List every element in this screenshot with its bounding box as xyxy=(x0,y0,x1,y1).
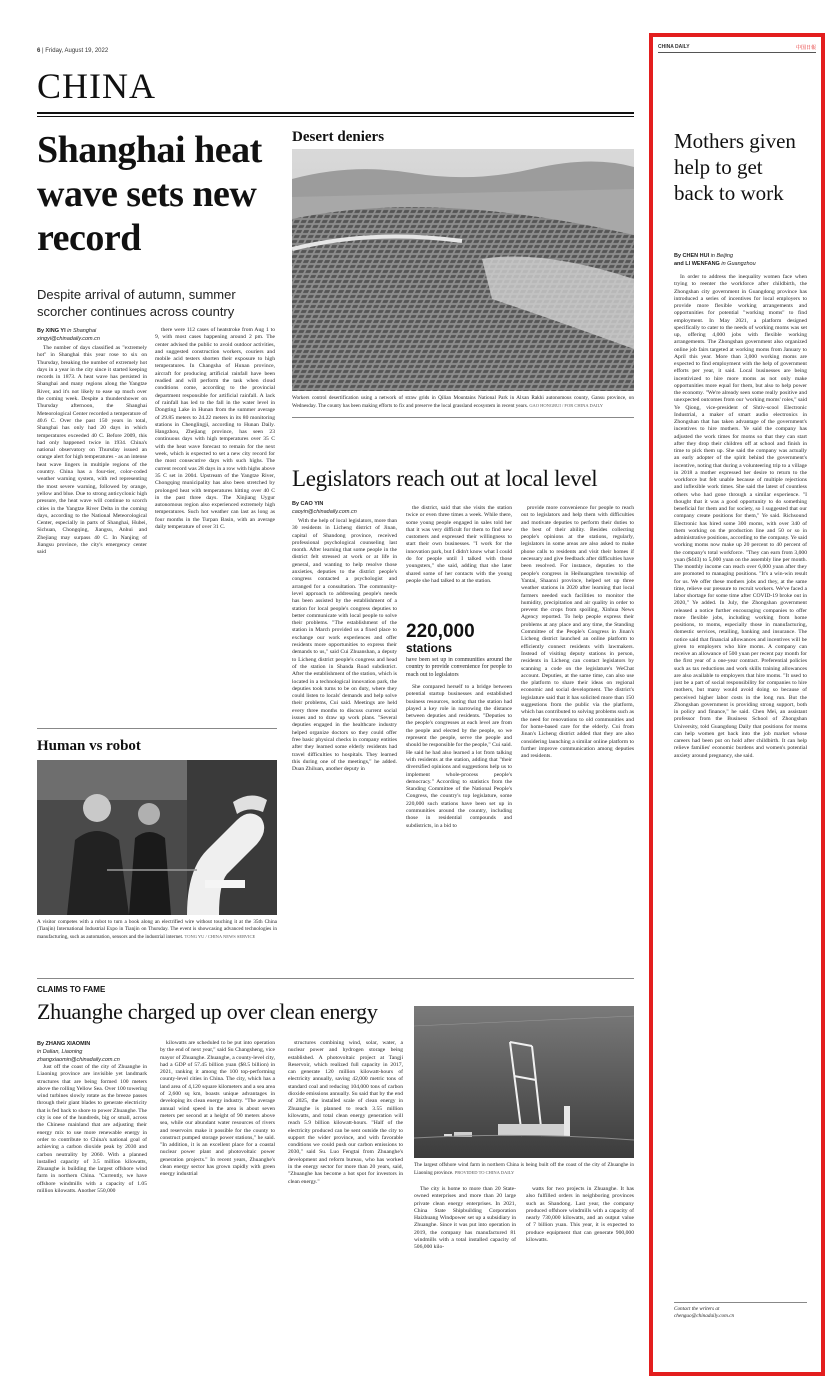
page-header xyxy=(37,48,108,54)
clean-energy-column-4 xyxy=(414,1186,516,1364)
stat-number: 220,000 xyxy=(406,621,475,642)
paper-name: CHINA DAILY xyxy=(658,44,690,50)
paragraph: The number of days classified as "extremely hot" in Shanghai this year rose to six on Thursday, breaking the number of extremely hot days in a year in the city since it started keeping records in 1873. A heat wave has persisted in Shanghai and many regions along the Yangtze River, and it's not likely to ease up much over the coming week. Despite a thundershower on Thursday afternoon, the Shanghai Meteorological Center recorded a temperature of 40.6 C. Over the past 150 years in total, Shanghai has only had 20 days in which temperatures exceeded 40 C. Before 2009, this had only happened twice in 1934. China's national observatory on Thursday issued an orange alert for high temperatures - as an intense heat wave lingers in multiple regions of the country. China has a four-tier, color-coded weather warning system, with red representing the most severe warning, followed by orange, yellow and blue. Due to strong anticyclonic high pressure, the heat wave will continue to scorch cities in the Yangtze River Delta in the coming days, according to the National Meteorological Center, especially in parts of Shanghai, Hubei, Sichuan, Chongqing, Jiangsu, Anhui and Zhejiang may surpass 40 C. In Nanjing of Jiangsu province, the city's emergency center said xyxy=(37,345,147,556)
divider xyxy=(37,978,634,979)
legislators-column-2b xyxy=(406,684,512,970)
heatwave-deck: Despite arrival of autumn, summer scorcher continues across country xyxy=(37,287,236,319)
paper-name-chinese: 中国日報 xyxy=(795,45,816,51)
section-rule xyxy=(37,112,634,114)
paragraph: She compared herself to a bridge between potential startup businesses and established business resources, noting that the station had played a key role in narrowing the distance between deputies and residents. "Deputies to the people's congresses at each level are from the people and elected by the people, so we represent the people, serve the people and should be responsible for the people," Cui said. He said he had also learned a lot from talking with residents at the station, adding that "their diversified opinions and suggestions help us to implement whole-process people's democracy." According to statistics from the Standing Committee of the National People's Congress, the country's top legislature, some 220,000 such stations have been set up in communities around the country, including those in residential compounds and subdistricts, in a bid to xyxy=(406,684,512,829)
paragraph: With the help of local legislators, more than 30 residents in Licheng district of Jinan, capital of Shandong province, received professional psychological counseling last month. After learning that some people in the district felt stressed at work or at life in general, and wanting to help resolve those anxieties, deputies to the district people's congress contacted a psychologist and arranged for a consultation. The community-level approach to addressing people's needs has been assisted by the establishment of a station for local people's congress deputies to better communicate with local people to solve their problems. "The establishment of the station in March provided us a fixed place to exchange our work experiences and offer residents more opportunities to express their demands to us," said Cui Zhuanshan, a deputy to Licheng district people's congress and head of the station in Shanda Road subdistrict. After the establishment of the station, which is located in a technological innovation park, the deputies took turns to be on duty, where they could listen to locals' demands and help solve their problems, Cui said. Meetings are held every three months to discuss current social issues and to draw up work plans. "Several deputies engaged in the healthcare industry helped organize doctors so they could offer free basic physical checks in company entities after they learned some elderly residents had travel difficulties to hospitals. They learned this during one of the meetings," he added. Duan Zhiluan, another deputy in xyxy=(292,518,397,773)
page-date: Friday, August 19, 2022 xyxy=(45,48,109,54)
heatwave-column-2 xyxy=(155,327,275,720)
byline-name: By XING YI xyxy=(37,328,66,334)
photo-credit: PROVIDED TO CHINA DAILY xyxy=(454,1170,515,1175)
paragraph: provide more convenience for people to reach out to legislators and help them with difficulties and motivate deputies to perform their duties to the best of their ability. Besides collecting people's opinions at the stations, regularly, legislators in some areas are also asked to make phone calls to residents and visit their homes if necessary and give feedback after difficulties have been resolved. For instance, deputies to the people's congress in Heihuangzhen township of Yantai, Shaanxi province, helped set up three weather stations in 2020 after learning that local farmers needed such facilities to monitor the humidity, precipitation and air quality in order to prevent the crops from spoiling, Xinhua News Agency reported. To help people express their problems at any place and any time, the Standing Committee of the People's Congress in Jinan's Licheng district launched an online platform to efficiently connect residents with lawmakers. Instead of visiting deputy stations in person, residents in Licheng can contact legislators by scanning a code on the legislature's WeChat account. Deputies, at the same time, can also use the platform to share their ideas on regional economic and social development. The district's legislature said that it has solicited more than 150 suggestions from the public via the platform, which has contributed to solving problems such as the need for renovations to old communities and for home-based care for the elderly. Cui from Jinan's Licheng district added that they are also considering launching a similar online platform to further improve communication among deputies and residents. xyxy=(521,505,634,760)
paragraph: In order to address the inequality women face when trying to reenter the workforce after childbirth, the Zhongshan city government in Guangdong province has introduced a series of incentives for local employers to provide more flexible working arrangements and opportunities for potential "working moms" to find employment. In May 2021, a platform designed specifically to cater to the needs of working moms was set up, offering 4,000 jobs with flexible working arrangements. The Zhongshan government also organized online job fairs targeted at working moms from January to April this year. More than 3,000 working moms are expected to find employment with the help of government efforts per year, it said. Local businesses are being incentivized to hire more moms as not only make opportunities more equal for them, but also to help power the economy. "We're already seen some really positive and unexpected outcomes from our 'working moms' roles," said Ye Qiong, vice-president of Shtiv-scool Electronic Industrial, a maker of smart audio electronics in Zhongshan that has taken advantage of the government's incentives to hire mothers. Ye said the company has adjusted the work times for moms so that they can start after they drop their children off at school and finish in time to pick them up. She said the company was actually an early adopter of the spirit behind the government's incentive, noting that during a volunteering trip to a village in 2018 a mother expressed her desire to return to the workforce but felt unable because of multiple rejections and inflexible work times. She said the latest of countless others who had gone through a similar experience. "I thought that it was a good opportunity to do something beneficial for them and for society, so I suggested that our company create positions for them," Ye said. Richsound Electronic has hired some 300 moms, with over 340 of them working on the production line and 50 or so in administrative positions, according to the company. Ye said working moms now make up 20 percent to 40 percent of the company's total workforce. "They can earn from 3,000 yuan ($443) to 5,000 yuan on the assembly line per month. The monthly income can reach over 6,000 yuan after they are promoted to managing positions. "It's a win-win result for us. We offer these mothers jobs and they, at the same time, relieve our pressure to recruit workers. We've faced a labor shortage for some time after COVID-19 broke out in 2020," Ye added. In July, the Zhongshan government released a notice further encouraging companies to offer more flexible jobs, including working from home positions, to moms, especially those in manufacturing, domestic services, retailing, banking and insurance. The notice said that financial allowances and incentives will be given to employers who hire moms. A company can receive an allowance of 500 yuan per recent pay month for the first year of a one-year contract. Preferential policies such as tax reductions and work skills training allowances are also available to employers that hire moms. "It used to just be a part of social responsibility for companies to hire mothers, but many would avoid doing so because of perceived higher labor costs in the long run. But the Zhongshan government is providing strong support, both in policy and finance," he said. Chen Mei, an assistant professor from the Business School of Zhongshan University, told Guangdong Daily that positions for moms can help women get back into the job market whose careers had been put on hold after childbirth. It can help relieve families' economic burdens and women's potential anxiety around pregnancy, she said. xyxy=(674,274,807,759)
clean-energy-column-3 xyxy=(288,1040,403,1364)
stat-callout xyxy=(406,622,512,679)
sidebar-rule xyxy=(658,52,816,53)
divider xyxy=(674,1302,807,1303)
photo-credit: TONG YU / CHINA NEWS SERVICE xyxy=(184,934,256,939)
byline-location-2: in Guangzhou xyxy=(721,261,756,267)
byline-location: in Dalian, Liaoning xyxy=(37,1049,83,1055)
byline-location-1: in Beijing xyxy=(710,253,734,259)
desert-grid-image xyxy=(292,149,634,391)
contact-block xyxy=(674,1306,807,1320)
paragraph: kilowatts are scheduled to be put into operation by the end of next year," said Su Changsheng, vice mayor of Zhuanghe. Zhuanghe, a county-level city, had a GDP of 57.45 billion yuan ($8.5 billion) in 2021, ranking it among the 100 top-performing county-level cities in China. The city, which has a land area of 4,120 square kilometers and a sea area of 2,600 sq km, boasts unique advantages in developing its clean energy industry. "The average annual wind speed in the area is about seven meters per second at a height of 90 meters above sea, while our abundant water resources of rivers and reservoirs make it possible for the county to construct pumped storage power stations," he said. "In addition, it is an excellent place for a coastal nuclear power plant and photovoltaic power generation projects." In recent years, Zhuanghe's clean energy sector has grown rapidly with green energy industrial xyxy=(160,1040,275,1178)
robot-image xyxy=(37,760,277,915)
byline-email: xingyi@chinadaily.com.cn xyxy=(37,336,100,342)
paragraph: structures combining wind, solar, water, a nuclear power and hydrogen storage being established. A photovoltaic project at Tangji Reservoir, which realized full capacity in 2017, can generate 120 million kilowatt-hours of electricity annually, saving 42,000 metric tons of standard coal and reducing 104,000 tons of carbon dioxide emissions annually. Su said that by the end of 2025, the installed scale of clean energy in Zhuanghe is planned to reach 3.55 million kilowatts, and total clean energy generation will reach 5.9 billion kilowatt-hours. "Half of the electricity produced can be sent outside the city to support the wider province, and with favorable conditions we could push our carbon emissions to 2030," said Su. Luo Fengtai from Zhuanghe's development and reform bureau, who has worked in the energy sector for more than 20 years, said, "Zhuanghe has become a hot spot for investors in clean energy." xyxy=(288,1040,403,1185)
paragraph: Just off the coast of the city of Zhuanghe in Liaoning province are invisible yet landmark structures that are being formed 100 meters above the rolling Yellow Sea. Over 100 towering wind turbines slowly rotate as the breeze passes through their giant blades to generate electricity that is fed back to shore to power Zhuanghe. The city is one of the hundreds, big or small, across the Chinese mainland that are adjusting their energy mix to use more renewable energy in order to contribute to China's national goal of achieving a carbon dioxide peak by 2030 and carbon neutrality by 2060. With a planned installed capacity of 3.5 million kilowatts, Zhuanghe is building the largest offshore wind farm in northern China. "Currently, we have offshore windmills with a capacity of 1.05 million kilowatts. Another 550,000 xyxy=(37,1064,147,1195)
clean-energy-headline: Zhuanghe charged up over clean energy xyxy=(37,999,378,1024)
legislators-column-2 xyxy=(406,505,512,617)
mothers-headline: Mothers given help to get back to work xyxy=(674,129,796,205)
mothers-body xyxy=(674,274,807,1296)
divider xyxy=(37,728,277,729)
legislators-column-3 xyxy=(521,505,634,970)
windfarm-caption xyxy=(414,1162,634,1177)
byline-name: By ZHANG XIAOMIN xyxy=(37,1041,91,1047)
page-number: 6 xyxy=(37,48,41,54)
contact-label: Contact the writers at xyxy=(674,1306,720,1312)
section-label: CLAIMS TO FAME xyxy=(37,985,106,994)
robot-photo xyxy=(37,760,277,915)
separator: | xyxy=(42,48,46,54)
byline-email: zhangxiaomin@chinadaily.com.cn xyxy=(37,1057,120,1063)
heatwave-byline xyxy=(37,327,157,343)
paragraph: The city is home to more than 20 State-owned enterprises and more than 20 large private clean energy enterprises. In 2021, China State Shipbuilding Corporation Haizhuang Windpower set up a subsidiary in Zhuanghe. Since it was put into operation in 2019, the company has manufactured 81 windmills with a total installed capacity of 506,000 kilo- xyxy=(414,1186,516,1251)
contact-email: chenguo@chinadaily.com.cn xyxy=(674,1313,735,1319)
section-title: CHINA xyxy=(37,66,156,106)
legislators-column-1 xyxy=(292,518,397,970)
section-rule-thin xyxy=(37,116,634,117)
legislators-headline: Legislators reach out at local level xyxy=(292,466,598,491)
robot-caption xyxy=(37,919,277,941)
legislators-byline xyxy=(292,500,402,516)
clean-energy-column-1 xyxy=(37,1064,147,1364)
divider xyxy=(292,417,634,418)
caption-text: The largest offshore wind farm in northern China is being built off the coast of the city of Zhuanghe in Liaoning province. xyxy=(414,1162,634,1176)
robot-kicker: Human vs robot xyxy=(37,738,141,754)
photo-credit: GAO HONGRUI / FOR CHINA DAILY xyxy=(529,403,603,408)
byline-name-1: By CHEN HUI xyxy=(674,253,710,259)
stat-text: have been set up in communities around the country to provide convenience for people to reach out to legislators xyxy=(406,657,512,678)
caption-text: A visitor competes with a robot to turn a book along an electrified wire without touching it at the 35th China (Tianjin) International Industrial Expo in Tianjin on Thursday. The event is showcasing advanced technologies in manufacturing, such as automation, sensors and the industrial internet. xyxy=(37,919,277,940)
caption-text: Workers control desertification using a network of straw grids in Qilian Mountains National Park in Alxan Rakhi autonomous county, Gansu province, on Wednesday. The county has been making efforts to fix and preserve the local grassland ecosystem in recent years. xyxy=(292,395,634,409)
paragraph: there were 112 cases of heatstroke from Aug 1 to 9, with most cases happening around 2 pm. The center advised the public to avoid outdoor activities, and suggested construction workers, couriers and mobile acid testers shorten their exposure to high temperatures. In Changsha of Hunan province, aircraft for producing artificial rainfall have been readied and will perform the task when cloud conditions come, according to the provincial department responsible for artificial rainfall. A lack of rainfall has led to the fall in the water level in Dongting Lake in Hunan from the summer average of 29.85 meters to 24.22 meters in its 80 monitoring stations in Chenglingji, according to Hunan Daily. Hangzhou, Zhejiang province, has seen 23 continuous days with high temperatures over 35 C with the heat wave forecast to remain for the next week, which is expected to set a new city record for the most consecutive days with such highs. The current record was 28 days in a row with highs above 35 C set in 2004. Upstream of the Yangtze River, Chongqing municipality has also been stretched by prolonged heat with temperatures hitting over 40 C in the past three days. The Xinjiang Uygur autonomous region also experienced extremely high temperatures. Such hot weather can last as long as four months in the Turpan Basin, with an average daily temperature of over 31 C. xyxy=(155,327,275,531)
desert-caption xyxy=(292,395,634,410)
byline-name: By CAO YIN xyxy=(292,501,324,507)
paragraph: watts for two projects in Zhuanghe. It has also fulfilled orders in neighboring provinces such as Shandong. Last year, the company produced offshore windmills with a capacity of nearly 730,000 kilowatts, and an output value of 7 billion yuan. This year, it is expected to produce equipment that can generate 900,000 kilowatts. xyxy=(526,1186,634,1244)
clean-energy-column-2 xyxy=(160,1040,275,1364)
heatwave-headline: Shanghai heat wave sets new record xyxy=(37,129,262,259)
paragraph: the district, said that she visits the station twice or even three times a week. While there, some young people engaged in sales told her that it was very difficult for them to find new customers and expressed their willingness to start their own businesses. "I work for the innovation park, but I didn't know what I could do for people until I talked with those youngsters," she said, adding that she later shared some of her contacts with the young people she had talked to at the station. xyxy=(406,505,512,584)
desert-photo xyxy=(292,149,634,391)
sidebar-header xyxy=(658,44,816,51)
clean-energy-column-5 xyxy=(526,1186,634,1364)
stat-unit: stations xyxy=(406,641,453,655)
windfarm-photo xyxy=(414,1006,634,1158)
desert-kicker: Desert deniers xyxy=(292,129,385,145)
mothers-byline xyxy=(674,252,809,268)
clean-energy-byline xyxy=(37,1040,147,1064)
windfarm-image xyxy=(414,1006,634,1158)
byline-email: caoyin@chinadaily.com.cn xyxy=(292,509,357,515)
heatwave-column-1 xyxy=(37,345,147,720)
byline-location: in Shanghai xyxy=(67,328,97,334)
byline-name-2: and LI WENFANG xyxy=(674,261,720,267)
